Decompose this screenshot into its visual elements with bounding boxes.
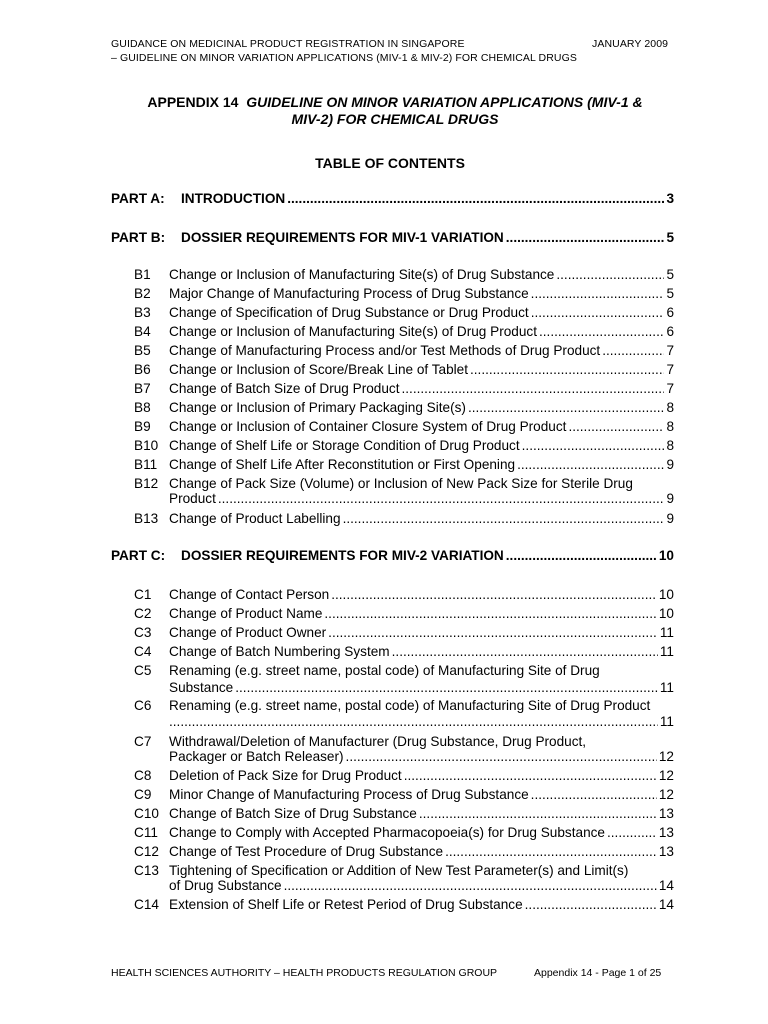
toc-item-number: B10 (134, 438, 159, 453)
toc-item-c3[interactable] (134, 624, 674, 641)
toc-page-number: 5 (666, 286, 674, 301)
toc-item-number: B13 (134, 511, 159, 526)
toc-page-number: 14 (658, 897, 674, 912)
dot-leader (419, 805, 657, 822)
toc-item-label: Change of Shelf Life After Reconstitution or First Opening (169, 457, 516, 472)
toc-item-number: C6 (134, 698, 152, 713)
toc-item-number: B6 (134, 362, 151, 377)
toc-item-number: C8 (134, 768, 152, 783)
toc-item-c8[interactable] (134, 767, 674, 784)
dot-leader (568, 418, 664, 435)
toc-item-number: C11 (134, 825, 158, 840)
toc-item-number: C4 (134, 644, 152, 659)
toc-item-b7[interactable] (134, 380, 674, 397)
toc-item-label: Change or Inclusion of Manufacturing Site(s) of Drug Substance (169, 267, 555, 282)
toc-item-c13[interactable] (169, 877, 674, 894)
toc-item-number: B9 (134, 419, 151, 434)
dot-leader (343, 510, 665, 527)
toc-item-number: C3 (134, 625, 152, 640)
toc-page-number: 11 (659, 680, 674, 695)
toc-part-label: DOSSIER REQUIREMENTS FOR MIV-2 VARIATION (181, 548, 504, 563)
toc-item-number: C14 (134, 897, 159, 912)
toc-item-c1[interactable] (134, 586, 674, 603)
toc-page-number: 5 (666, 230, 674, 245)
toc-page-number: 9 (666, 457, 674, 472)
toc-item-label: Change of Test Procedure of Drug Substance (169, 844, 444, 859)
toc-page-number: 11 (659, 714, 674, 729)
dot-leader (556, 266, 664, 283)
toc-page-number: 10 (658, 548, 674, 563)
toc-part-number: PART C: (111, 548, 166, 563)
dot-leader (346, 748, 657, 765)
toc-item-b11[interactable] (134, 456, 674, 473)
toc-item-label: Change of Batch Numbering System (169, 644, 390, 659)
toc-item-label: Change of Batch Size of Drug Substance (169, 806, 417, 821)
toc-item-label: of Drug Substance (169, 878, 282, 893)
toc-item-number: B11 (134, 457, 158, 472)
toc-page-number: 3 (666, 191, 674, 206)
toc-item-number: C7 (134, 734, 152, 749)
toc-part-a[interactable] (111, 190, 674, 207)
toc-item-number: C13 (134, 863, 159, 878)
appendix-label: APPENDIX 14 (147, 94, 239, 110)
dot-leader (470, 361, 664, 378)
dot-leader (607, 824, 657, 841)
running-header-date: JANUARY 2009 (592, 38, 669, 50)
toc-page-number: 6 (666, 305, 674, 320)
toc-item-label: Extension of Shelf Life or Retest Period of Drug Substance (169, 897, 523, 912)
toc-page-number: 12 (658, 749, 674, 764)
toc-part-number: PART A: (111, 191, 165, 206)
toc-item-number: C10 (134, 806, 159, 821)
toc-item-number: C2 (134, 606, 152, 621)
dot-leader (324, 605, 656, 622)
toc-item-label: Change of Contact Person (169, 587, 330, 602)
footer-authority: HEALTH SCIENCES AUTHORITY – HEALTH PRODUCTS REGULATION GROUP (111, 967, 498, 979)
toc-item-label: Change of Shelf Life or Storage Condition of Drug Product (169, 438, 520, 453)
dot-leader (287, 190, 664, 207)
dot-leader (531, 304, 665, 321)
toc-item-label: Substance (169, 680, 234, 695)
toc-item-label: Change or Inclusion of Score/Break Line of Tablet (169, 362, 468, 377)
toc-item-number: C9 (134, 787, 152, 802)
toc-item-label: Change of Specification of Drug Substance or Drug Product (169, 305, 529, 320)
toc-item-label-line1[interactable]: Change of Pack Size (Volume) or Inclusion of New Pack Size for Sterile Drug (169, 476, 633, 491)
toc-item-number: B7 (134, 381, 151, 396)
toc-page-number: 9 (666, 511, 674, 526)
toc-page-number: 10 (658, 587, 674, 602)
dot-leader (169, 713, 658, 730)
dot-leader (468, 399, 665, 416)
running-header-subtitle: – GUIDELINE ON MINOR VARIATION APPLICATIONS (MIV-1 & MIV-2) FOR CHEMICAL DRUGS (111, 52, 577, 64)
title-line-2: MIV-2) FOR CHEMICAL DRUGS (291, 111, 499, 127)
toc-item-number: B8 (134, 400, 151, 415)
toc-page-number: 9 (666, 491, 674, 506)
toc-item-label: Major Change of Manufacturing Process of Drug Substance (169, 286, 529, 301)
toc-part-label: INTRODUCTION (181, 191, 286, 206)
dot-leader (539, 323, 664, 340)
toc-item-c9[interactable] (134, 786, 674, 803)
dot-leader (525, 896, 657, 913)
dot-leader (602, 342, 664, 359)
dot-leader (404, 767, 657, 784)
toc-page-number: 12 (658, 787, 674, 802)
toc-page-number: 11 (659, 625, 674, 640)
toc-item-c11[interactable] (134, 824, 674, 841)
dot-leader (531, 285, 665, 302)
toc-page-number: 8 (666, 438, 674, 453)
toc-item-number: B5 (134, 343, 151, 358)
toc-item-c10[interactable] (134, 805, 674, 822)
dot-leader (531, 786, 657, 803)
dot-leader (392, 643, 658, 660)
toc-part-b[interactable] (111, 229, 674, 246)
toc-item-label: Product (169, 491, 216, 506)
toc-item-b4[interactable] (134, 323, 674, 340)
toc-page-number: 10 (658, 606, 674, 621)
toc-item-label-line1[interactable]: Tightening of Specification or Addition of New Test Parameter(s) and Limit(s) (169, 863, 629, 878)
toc-page-number: 5 (666, 267, 674, 282)
toc-item-label: Change or Inclusion of Primary Packaging Site(s) (169, 400, 466, 415)
dot-leader (401, 380, 664, 397)
toc-item-number: C1 (134, 587, 152, 602)
toc-item-c7[interactable] (169, 748, 674, 765)
dot-leader (218, 490, 665, 507)
toc-part-label: DOSSIER REQUIREMENTS FOR MIV-1 VARIATION (181, 230, 504, 245)
toc-page-number: 12 (658, 768, 674, 783)
toc-page-number: 8 (666, 419, 674, 434)
toc-item-label: Change of Product Owner (169, 625, 327, 640)
toc-item-label-line1[interactable]: Renaming (e.g. street name, postal code) of Manufacturing Site of Drug Product (169, 698, 651, 713)
toc-item-label: Change of Product Labelling (169, 511, 341, 526)
toc-item-b8[interactable] (134, 399, 674, 416)
toc-page-number: 13 (658, 806, 674, 821)
toc-page-number: 13 (658, 825, 674, 840)
toc-page-number: 11 (659, 644, 674, 659)
toc-page-number: 8 (666, 400, 674, 415)
toc-page-number: 7 (666, 362, 674, 377)
toc-item-c6[interactable] (169, 713, 674, 730)
dot-leader (331, 586, 657, 603)
toc-item-b1[interactable] (134, 266, 674, 283)
title-line-1: GUIDELINE ON MINOR VARIATION APPLICATIONS (MIV-1 & (246, 94, 643, 110)
toc-item-label-line1[interactable]: Withdrawal/Deletion of Manufacturer (Drug Substance, Drug Product, (169, 734, 587, 749)
dot-leader (328, 624, 658, 641)
toc-item-b10[interactable] (134, 437, 674, 454)
toc-heading: TABLE OF CONTENTS (315, 155, 465, 171)
toc-item-number: B2 (134, 286, 151, 301)
toc-item-label: Minor Change of Manufacturing Process of Drug Substance (169, 787, 529, 802)
dot-leader (235, 679, 658, 696)
toc-page-number: 7 (666, 343, 674, 358)
toc-item-label: Change of Manufacturing Process and/or Test Methods of Drug Product (169, 343, 601, 358)
toc-page-number: 6 (666, 324, 674, 339)
toc-page-number: 7 (666, 381, 674, 396)
toc-item-c12[interactable] (134, 843, 674, 860)
toc-page-number: 14 (658, 878, 674, 893)
dot-leader (506, 229, 665, 246)
toc-item-number: C12 (134, 844, 159, 859)
toc-item-b5[interactable] (134, 342, 674, 359)
toc-item-label: Change or Inclusion of Container Closure System of Drug Product (169, 419, 567, 434)
toc-item-number: B1 (134, 267, 151, 282)
dot-leader (284, 877, 657, 894)
toc-item-c14[interactable] (134, 896, 674, 913)
dot-leader (445, 843, 657, 860)
toc-item-b2[interactable] (134, 285, 674, 302)
toc-item-label: Change or Inclusion of Manufacturing Site(s) of Drug Product (169, 324, 537, 339)
toc-item-label: Packager or Batch Releaser) (169, 749, 344, 764)
dot-leader (517, 456, 664, 473)
toc-item-label: Deletion of Pack Size for Drug Product (169, 768, 402, 783)
toc-item-number: B12 (134, 476, 159, 491)
toc-page-number: 13 (658, 844, 674, 859)
toc-item-b12[interactable] (169, 490, 674, 507)
toc-item-label: Change of Product Name (169, 606, 323, 621)
toc-item-b9[interactable] (134, 418, 674, 435)
dot-leader (506, 547, 657, 564)
toc-item-number: C5 (134, 663, 152, 678)
dot-leader (522, 437, 665, 454)
toc-part-number: PART B: (111, 230, 166, 245)
page-title (100, 94, 690, 128)
footer-page-number: Appendix 14 - Page 1 of 25 (534, 967, 662, 979)
running-header-title: GUIDANCE ON MEDICINAL PRODUCT REGISTRATION IN SINGAPORE (111, 38, 465, 50)
toc-item-b6[interactable] (134, 361, 674, 378)
toc-item-b3[interactable] (134, 304, 674, 321)
toc-part-c[interactable] (111, 547, 674, 564)
toc-item-number: B3 (134, 305, 151, 320)
toc-item-c5[interactable] (169, 679, 674, 696)
toc-item-c4[interactable] (134, 643, 674, 660)
toc-item-number: B4 (134, 324, 151, 339)
toc-item-b13[interactable] (134, 510, 674, 527)
toc-item-label-line1[interactable]: Renaming (e.g. street name, postal code) of Manufacturing Site of Drug (169, 663, 600, 678)
toc-item-label: Change of Batch Size of Drug Product (169, 381, 400, 396)
toc-item-c2[interactable] (134, 605, 674, 622)
toc-item-label: Change to Comply with Accepted Pharmacopoeia(s) for Drug Substance (169, 825, 605, 840)
